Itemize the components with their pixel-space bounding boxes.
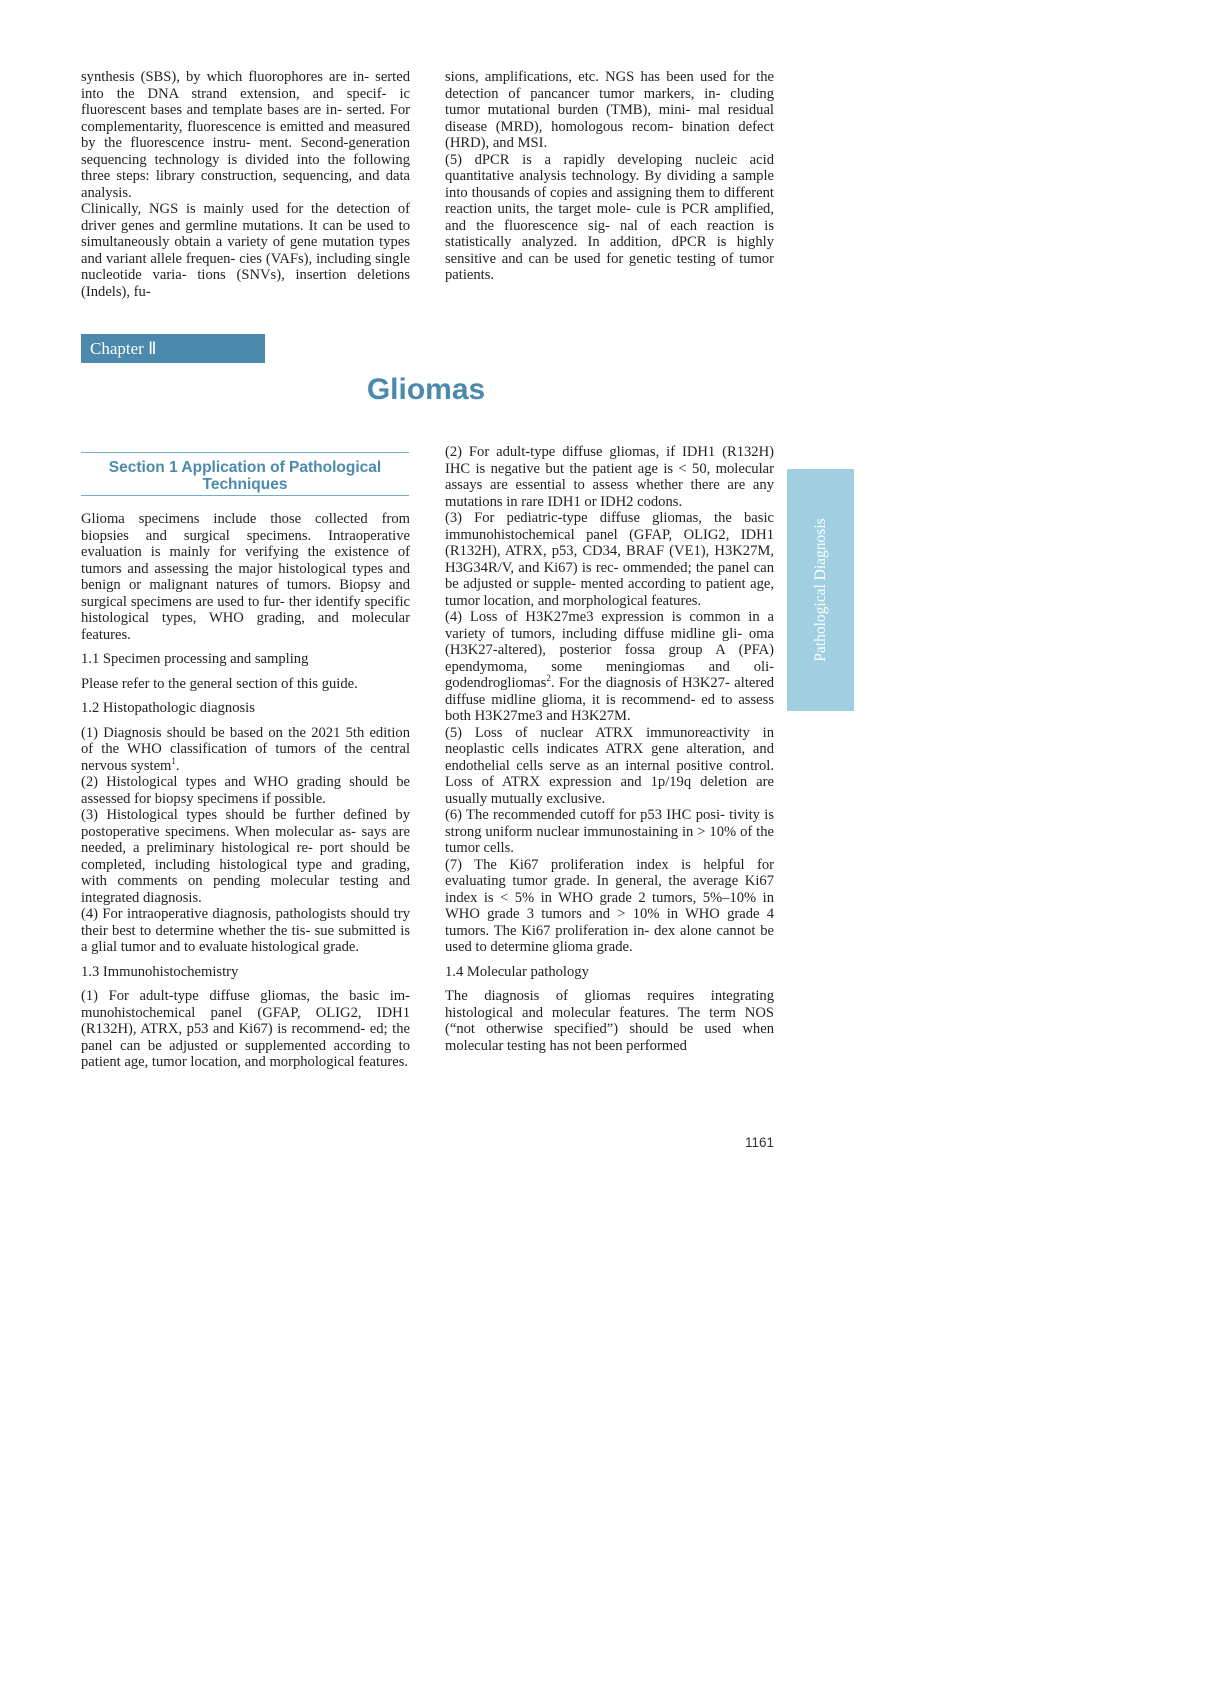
paragraph: (5) Loss of nuclear ATRX immunoreactivity in neoplastic cells indicates ATRX gene alteration, and endothelial cells serve as an internal positive control. Loss of ATRX expression and 1p/19q deletion are usually mutually exclusive. xyxy=(445,724,774,807)
side-tab-label: Pathological Diagnosis xyxy=(811,518,829,662)
chapter-banner: Chapter Ⅱ xyxy=(81,334,265,363)
top-right-column xyxy=(445,69,774,284)
reference-marker: 1 xyxy=(171,755,176,766)
paragraph: (3) Histological types should be further defined by postoperative specimens. When molecular as- says are needed, a preliminary histological re- port should be completed, including histological type and grading, with comments on pending molecular testing and integrated diagnosis. xyxy=(81,807,410,906)
left-column xyxy=(81,511,410,1071)
text-span: . For the diagnosis of H3K27- altered diffuse midline glioma, it is recommend- ed to assess both H3K27me3 and H3K27M. xyxy=(445,675,774,724)
paragraph: (2) Histological types and WHO grading should be assessed for biopsy specimens if possible. xyxy=(81,774,410,807)
top-left-column xyxy=(81,69,410,300)
paragraph: Please refer to the general section of this guide. xyxy=(81,675,358,692)
subsection-heading: 1.3 Immunohistochemistry xyxy=(81,963,239,980)
paragraph: (2) For adult-type diffuse gliomas, if IDH1 (R132H) IHC is negative but the patient age is < 50, molecular assays are essential to assess whether there are any mutations in rare IDH1 or IDH2 codons. xyxy=(445,444,774,510)
right-column xyxy=(445,444,774,1054)
paragraph: sions, amplifications, etc. NGS has been used for the detection of pancancer tumor markers, in- cluding tumor mutational burden (TMB), mini- mal residual disease (MRD), homologous recom- bination defect (HRD), and MSI. xyxy=(445,69,774,151)
reference-marker: 2 xyxy=(546,673,551,684)
paragraph xyxy=(81,725,410,775)
section-heading: Section 1 Application of Pathological Techniques xyxy=(81,452,409,496)
text-span: . xyxy=(175,757,180,774)
paragraph: The diagnosis of gliomas requires integrating histological and molecular features. The term NOS (“not otherwise specified”) should be used when molecular testing has not been performed xyxy=(445,988,774,1054)
side-tab xyxy=(787,469,854,711)
subsection-heading: 1.4 Molecular pathology xyxy=(445,963,589,980)
text-span: (1) Diagnosis should be based on the 2021 5th edition of the WHO classification of tumors of the central nervous system xyxy=(81,724,410,774)
subsection-heading: 1.1 Specimen processing and sampling xyxy=(81,651,309,667)
text-span: (4) Loss of H3K27me3 expression is common in a variety of tumors, including diffuse midline gli- oma (H3K27-altered), posterior fossa group A (PFA) ependymoma, some meningiomas and oli- godendrogliomas xyxy=(445,609,774,691)
chapter-title: Gliomas xyxy=(366,373,486,406)
paragraph: (6) The recommended cutoff for p53 IHC posi- tivity is strong uniform nuclear immunostaining in > 10% of the tumor cells. xyxy=(445,807,774,856)
page-number: 1161 xyxy=(744,1135,774,1150)
paragraph xyxy=(445,609,774,725)
paragraph: (4) For intraoperative diagnosis, pathologists should try their best to determine whether the tis- sue submitted is a glial tumor and to evaluate histological grade. xyxy=(81,906,410,955)
paragraph: (3) For pediatric-type diffuse gliomas, the basic immunohistochemical panel (GFAP, OLIG2, IDH1 (R132H), ATRX, p53, CD34, BRAF (VE1), H3K27M, H3G34R/V, and Ki67) is rec- ommended; the panel can be adjusted or supple- mented according to patient age, tumor location, and morphological features. xyxy=(445,510,774,609)
paragraph: (5) dPCR is a rapidly developing nucleic acid quantitative analysis technology. By dividing a sample into thousands of copies and assigning them to different reaction units, the target mole- cule is PCR amplified, and the fluorescence sig- nal of each reaction is statistically analyzed. In addition, dPCR is highly sensitive and can be used for genetic testing of tumor patients. xyxy=(445,151,774,283)
paragraph: (1) For adult-type diffuse gliomas, the basic im- munohistochemical panel (GFAP, OLIG2, IDH1 (R132H), ATRX, p53 and Ki67) is recommend- ed; the panel can be adjusted or supplemented according to patient age, tumor location, and morphological features. xyxy=(81,988,410,1070)
paragraph: Glioma specimens include those collected from biopsies and surgical specimens. Intraoperative evaluation is mainly for verifying the existence of tumors and assessing the major histological types and benign or malignant natures of tumors. Biopsy and surgical specimens are used to fur- ther identify specific histological types, WHO grading, and molecular features. xyxy=(81,511,410,643)
paragraph: synthesis (SBS), by which fluorophores are in- serted into the DNA strand extension, and specif- ic fluorescent bases and template bases are in- serted. For complementarity, fluorescence is emitted and measured by the fluorescence instru- ment. Second-generation sequencing technology is divided into the following three steps: library construction, sequencing, and data analysis. xyxy=(81,69,410,201)
subsection-heading: 1.2 Histopathologic diagnosis xyxy=(81,700,255,716)
paragraph: (7) The Ki67 proliferation index is helpful for evaluating tumor grade. In general, the average Ki67 index is < 5% in WHO grade 2 tumors, 5%–10% in WHO grade 3 tumors and > 10% in WHO grade 4 tumors. The Ki67 proliferation in- dex alone cannot be used to determine glioma grade. xyxy=(445,856,774,955)
paragraph: Clinically, NGS is mainly used for the detection of driver genes and germline mutations. It can be used to simultaneously obtain a variety of gene mutation types and variant allele frequen- cies (VAFs), including single nucleotide varia- tions (SNVs), insertion deletions (Indels), fu- xyxy=(81,201,410,300)
